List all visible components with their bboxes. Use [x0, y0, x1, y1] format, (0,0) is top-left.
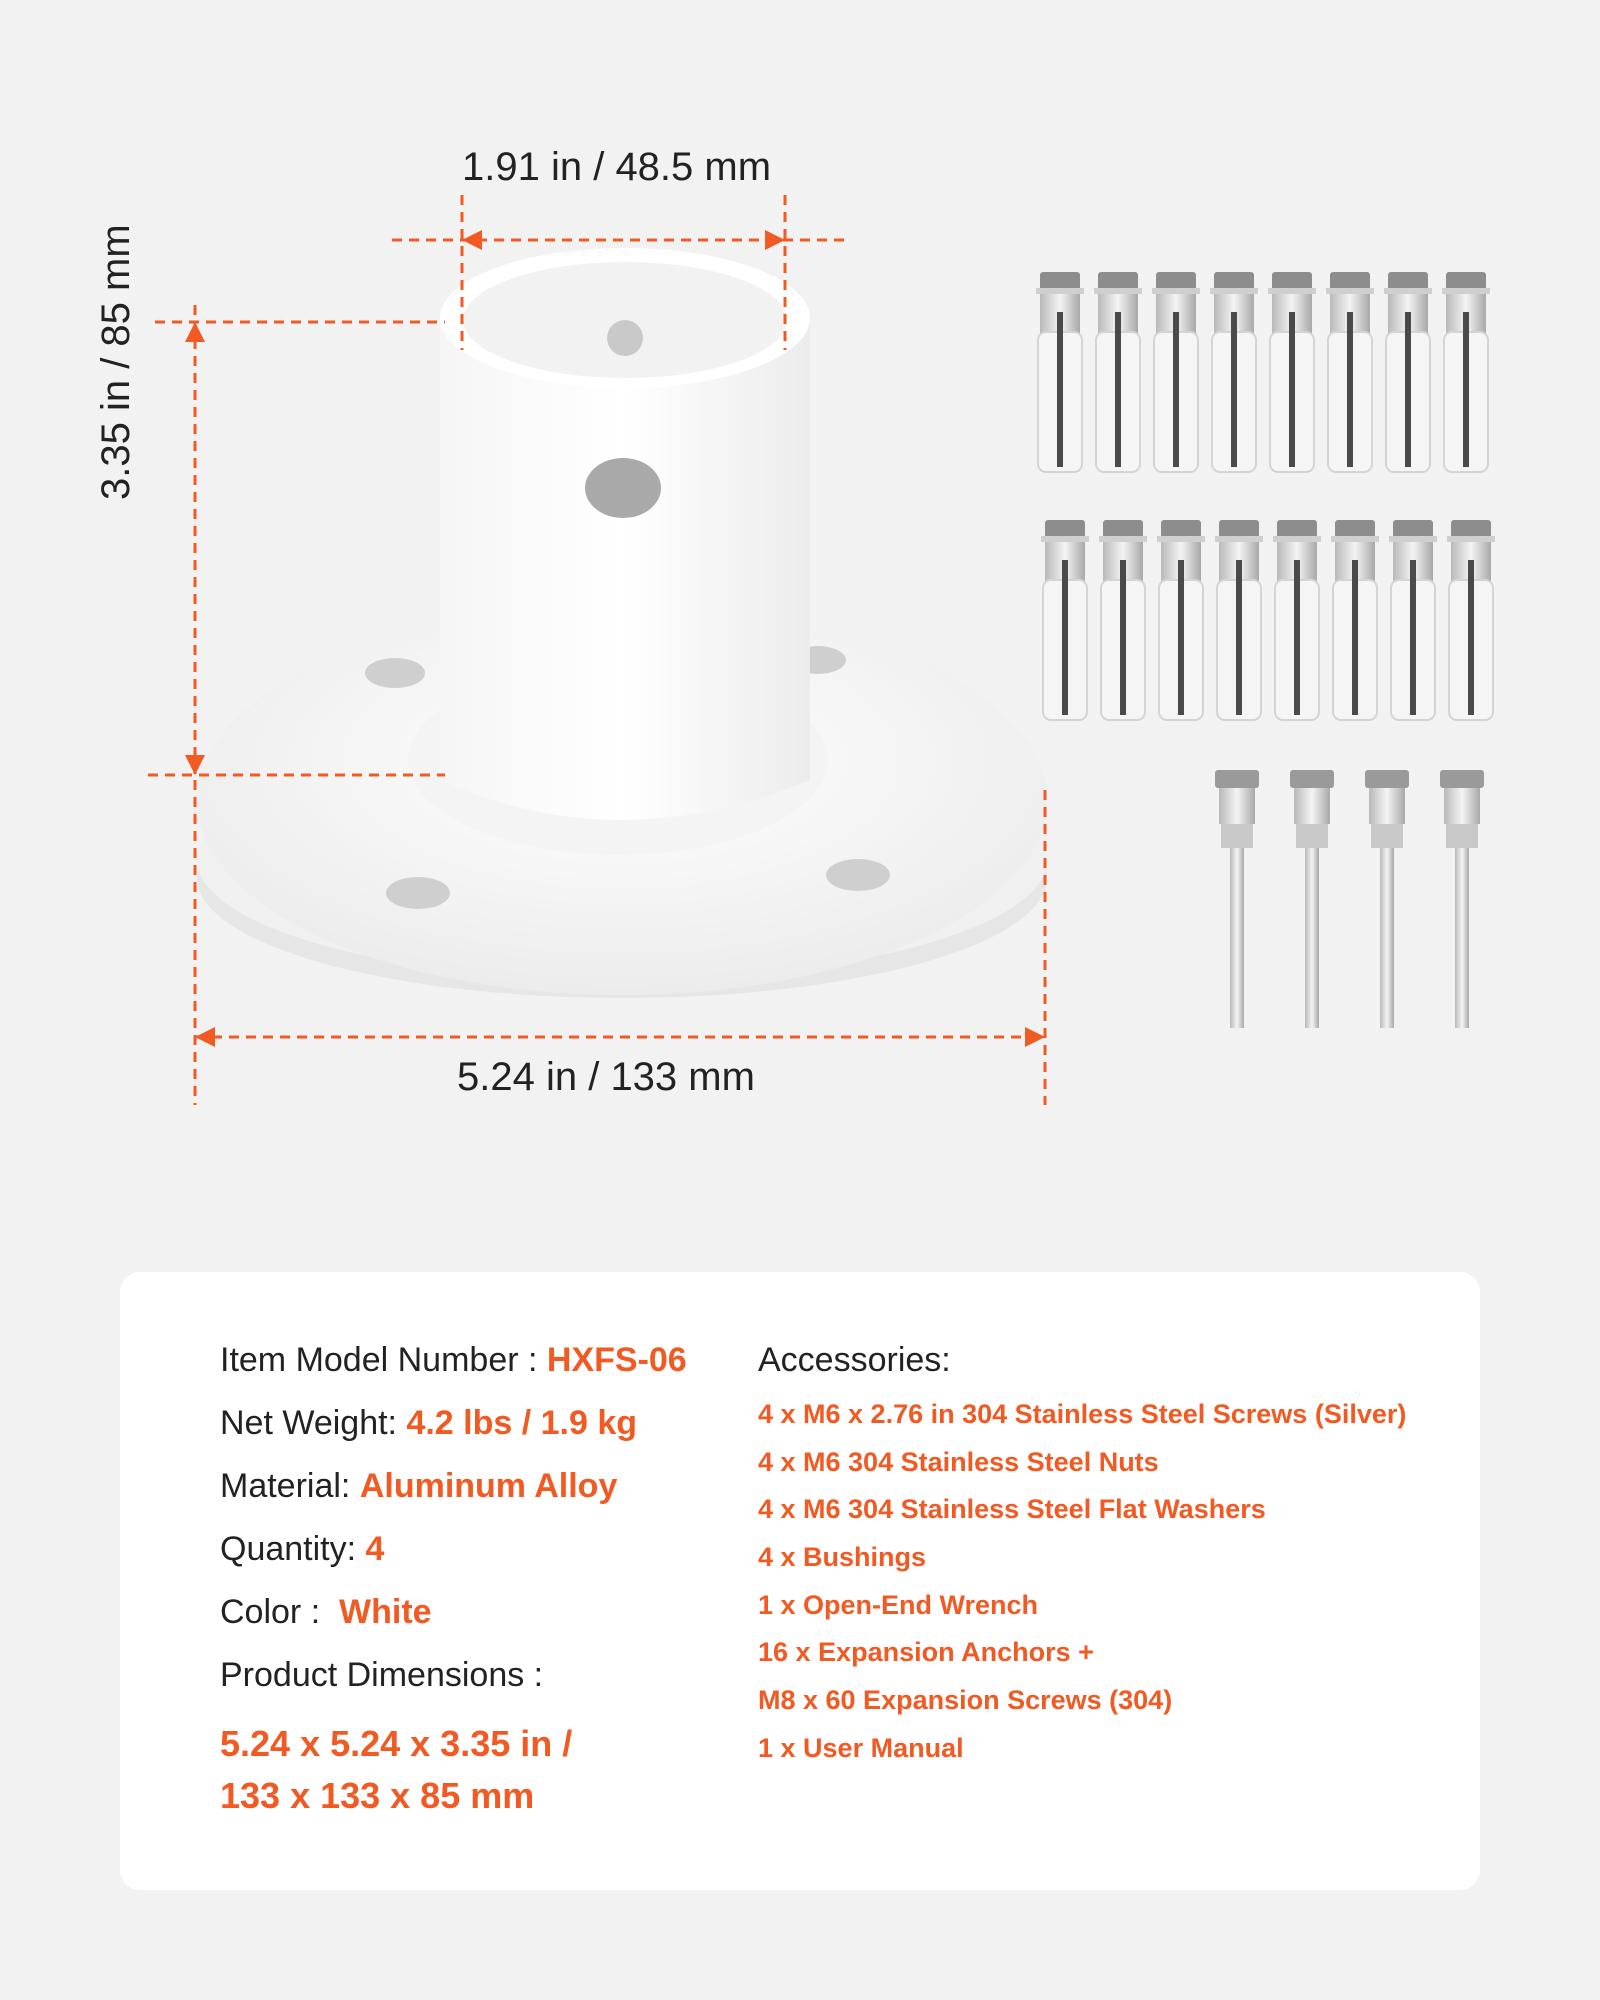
accessory-item: 4 x M6 304 Stainless Steel Nuts	[758, 1446, 1159, 1477]
spec-quantity-label: Quantity:	[220, 1530, 366, 1568]
screws	[1215, 770, 1484, 1028]
spec-weight	[220, 1403, 740, 1466]
screw-icon	[1215, 770, 1259, 1028]
spec-color	[220, 1592, 740, 1655]
anchor-bolt-icon	[1210, 272, 1258, 472]
spec-quantity	[220, 1529, 740, 1592]
anchor-bolt-icon	[1099, 520, 1147, 720]
height-label: 3.35 in / 85 mm	[94, 224, 139, 500]
spec-weight-label: Net Weight:	[220, 1404, 407, 1442]
spec-dimensions	[220, 1655, 740, 1718]
accessory-item: 1 x User Manual	[758, 1732, 964, 1763]
spec-list	[220, 1340, 740, 1822]
accessory-item: 4 x M6 x 2.76 in 304 Stainless Steel Screws (Silver)	[758, 1399, 1407, 1429]
accessory-item: 1 x Open-End Wrench	[758, 1589, 1039, 1620]
anchor-bolt-icon	[1442, 272, 1490, 472]
accessories-list	[758, 1340, 1458, 1778]
anchor-bolt-icon	[1268, 272, 1316, 472]
anchor-bolt-icon	[1389, 520, 1437, 720]
spec-model-value: HXFS-06	[546, 1341, 687, 1379]
accessories-title: Accessories:	[758, 1341, 951, 1379]
spec-model	[220, 1340, 740, 1403]
anchor-bolt-icon	[1331, 520, 1379, 720]
spec-dimensions-label: Product Dimensions :	[220, 1656, 544, 1694]
accessory-item: 4 x M6 304 Stainless Steel Flat Washers	[758, 1494, 1266, 1525]
anchor-bolt-icon	[1157, 520, 1205, 720]
screw-icon	[1440, 770, 1484, 1028]
accessory-item: 16 x Expansion Anchors +	[758, 1637, 1094, 1668]
spec-model-label: Item Model Number :	[220, 1341, 547, 1379]
spec-card	[120, 1272, 1480, 1890]
expansion-anchors	[1036, 272, 1495, 720]
anchor-bolt-icon	[1273, 520, 1321, 720]
anchor-bolt-icon	[1447, 520, 1495, 720]
spec-quantity-value: 4	[365, 1530, 385, 1568]
spec-weight-value: 4.2 lbs / 1.9 kg	[406, 1404, 638, 1442]
accessory-item: M8 x 60 Expansion Screws (304)	[758, 1685, 1173, 1716]
spec-material-label: Material:	[220, 1467, 360, 1505]
tube	[440, 248, 810, 820]
spec-color-value: White	[339, 1593, 432, 1631]
anchor-bolt-icon	[1152, 272, 1200, 472]
anchor-bolt-icon	[1384, 272, 1432, 472]
anchor-bolt-icon	[1041, 520, 1089, 720]
base-width-label: 5.24 in / 133 mm	[457, 1055, 755, 1099]
anchor-bolt-icon	[1326, 272, 1374, 472]
accessory-item: 4 x Bushings	[758, 1542, 927, 1573]
anchor-bolt-icon	[1036, 272, 1084, 472]
anchor-bolt-icon	[1094, 272, 1142, 472]
spec-dimensions-value-in: 5.24 x 5.24 x 3.35 in /	[220, 1723, 573, 1764]
spec-material-value: Aluminum Alloy	[359, 1467, 618, 1505]
screw-icon	[1290, 770, 1334, 1028]
spec-material	[220, 1466, 740, 1529]
top-diameter-label: 1.91 in / 48.5 mm	[462, 145, 772, 189]
anchor-bolt-icon	[1215, 520, 1263, 720]
spec-dimensions-value-mm: 133 x 133 x 85 mm	[220, 1775, 535, 1816]
spec-color-label: Color :	[220, 1593, 340, 1631]
screw-icon	[1365, 770, 1409, 1028]
